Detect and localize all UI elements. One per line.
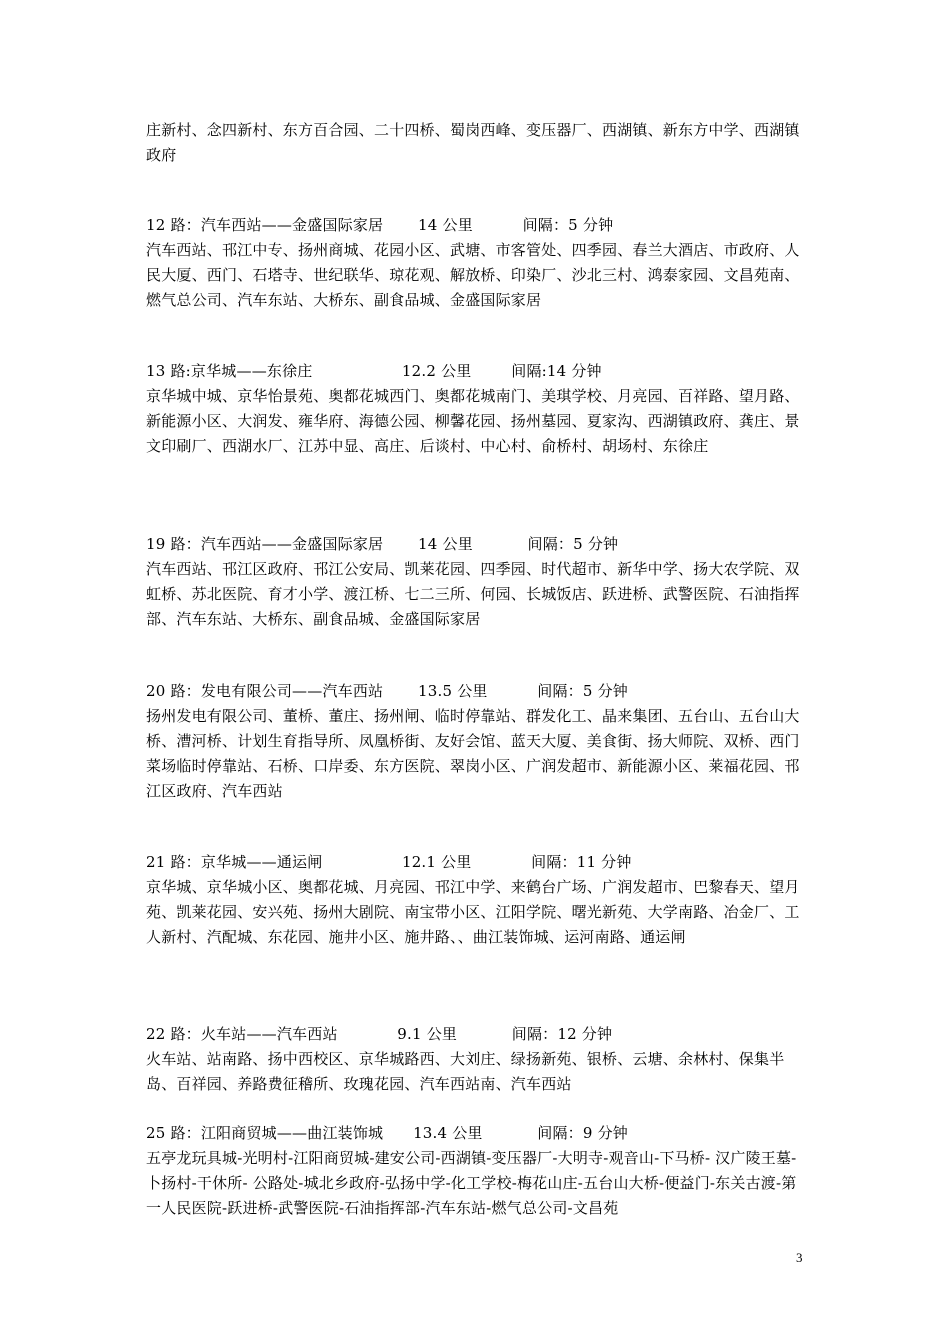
- route-header: 25 路：江阳商贸城——曲江装饰城 13.4 公里 间隔：9 分钟: [146, 1124, 628, 1142]
- route-stops: 五亭龙玩具城-光明村-江阳商贸城-建安公司-西湖镇-变压器厂-大明寺-观音山-下马桥- 汉广陵王墓-卜扬村-干休所- 公路处-城北乡政府-弘扬中学-化工学校-梅花山庄-五台山大桥-便益门-东关古渡-第一人民医院-跃进桥-武警医院-石油指挥部-汽车东站-燃气总公司-文昌苑: [146, 1149, 797, 1217]
- route-header: 20 路：发电有限公司——汽车西站 13.5 公里 间隔：5 分钟: [146, 682, 628, 700]
- route-stops: 京华城、京华城小区、奥都花城、月亮园、邗江中学、来鹤台广场、广润发超市、巴黎春天、望月苑、凯莱花园、安兴苑、扬州大剧院、南宝带小区、江阳学院、曙光新苑、大学南路、冶金厂、工人新村、汽配城、东花园、施井小区、施井路、、曲江装饰城、运河南路、通运闸: [146, 878, 800, 946]
- route-stops: 汽车西站、邗江中专、扬州商城、花园小区、武塘、市客管处、四季园、春兰大酒店、市政府、人民大厦、西门、石塔寺、世纪联华、琼花观、解放桥、印染厂、沙北三村、鸿泰家园、文昌苑南、燃气总公司、汽车东站、大桥东、副食品城、金盛国际家居: [146, 241, 800, 309]
- route-header: 22 路：火车站——汽车西站 9.1 公里 间隔：12 分钟: [146, 1025, 613, 1043]
- intro-stops: 庄新村、念四新村、东方百合园、二十四桥、蜀岗西峰、变压器厂、西湖镇、新东方中学、西湖镇政府: [146, 121, 800, 164]
- route-stops: 京华城中城、京华怡景苑、奥都花城西门、奥都花城南门、美琪学校、月亮园、百祥路、望月路、新能源小区、大润发、雍华府、海德公园、柳馨花园、扬州墓园、夏家沟、西湖镇政府、龚庄、景文印刷厂、西湖水厂、江苏中显、高庄、后谈村、中心村、俞桥村、胡场村、东徐庄: [146, 387, 800, 455]
- page-number: 3: [796, 1250, 803, 1265]
- route-header: 19 路：汽车西站——金盛国际家居 14 公里 间隔：5 分钟: [146, 535, 619, 553]
- route-header: 12 路：汽车西站——金盛国际家居 14 公里 间隔：5 分钟: [146, 216, 614, 234]
- route-stops: 火车站、站南路、扬中西校区、京华城路西、大刘庄、绿扬新苑、银桥、云塘、余林村、保集半岛、百祥园、养路费征稽所、玫瑰花园、汽车西站南、汽车西站: [146, 1050, 785, 1093]
- route-stops: 汽车西站、邗江区政府、邗江公安局、凯莱花园、四季园、时代超市、新华中学、扬大农学院、双虹桥、苏北医院、育才小学、渡江桥、七二三所、何园、长城饭店、跃进桥、武警医院、石油指挥部、汽车东站、大桥东、副食品城、金盛国际家居: [146, 560, 800, 628]
- route-stops: 扬州发电有限公司、董桥、董庄、扬州闸、临时停靠站、群发化工、晶来集团、五台山、五台山大桥、漕河桥、计划生育指导所、凤凰桥街、友好会馆、蓝天大厦、美食街、扬大师院、双桥、西门菜场临时停靠站、石桥、口岸委、东方医院、翠岗小区、广润发超市、新能源小区、莱福花园、邗江区政府、汽车西站: [146, 707, 800, 800]
- route-header: 13 路:京华城——东徐庄 12.2 公里 间隔:14 分钟: [146, 362, 602, 380]
- route-header: 21 路：京华城——通运闸 12.1 公里 间隔：11 分钟: [146, 853, 632, 871]
